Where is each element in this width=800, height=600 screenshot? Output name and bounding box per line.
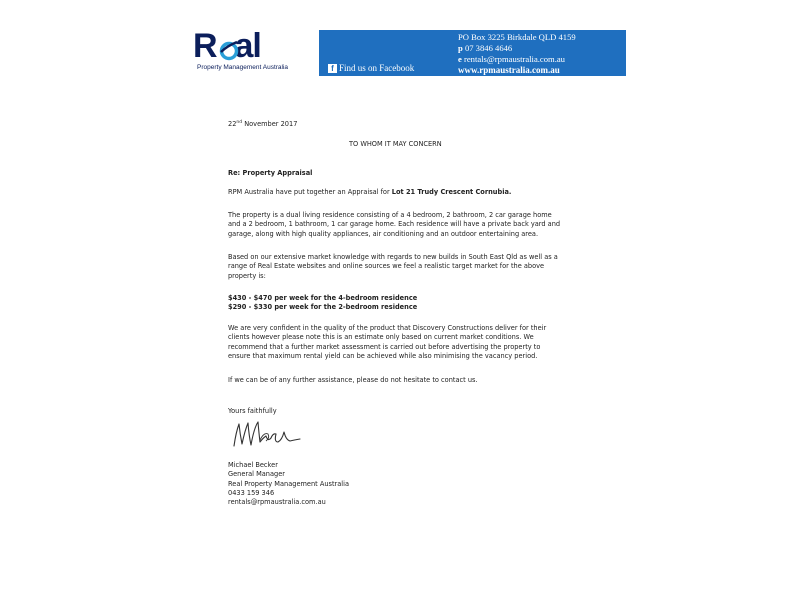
contact-details	[458, 32, 576, 76]
logo-tagline: Property Management Australia	[197, 64, 289, 71]
property-description: The property is a dual living residence consisting of a 4 bedroom, 2 bathroom, 2 car garage home and a 2 bedroom, 1 bathroom, 1 car garage home. Each residence will have a private back yard and garage, along with high quality appliances, air conditioning and an outdoor entertaining area.	[228, 211, 561, 238]
signatory-email: rentals@rpmaustralia.com.au	[228, 498, 326, 507]
contact-offer: If we can be of any further assistance, please do not hesitate to contact us.	[228, 376, 478, 384]
property-address: Lot 21 Trudy Crescent Cornubia.	[391, 188, 512, 196]
appraisal-intro: RPM Australia have put together an Appraisal for Lot 21 Trudy Crescent Cornubia.	[228, 188, 512, 196]
signatory-phone: 0433 159 346	[228, 488, 275, 497]
logo-swoosh-icon	[217, 38, 241, 62]
contact-email[interactable]: e rentals@rpmaustralia.com.au	[458, 54, 565, 64]
salutation: TO WHOM IT MAY CONCERN	[349, 140, 442, 148]
letter-date: 22nd November 2017	[228, 119, 298, 128]
disclaimer-paragraph: We are very confident in the quality of the product that Discovery Constructions deliver for their clients however please note this is an estimate only based on current market conditions. We recommend that a further market assessment is carried out before advertising the property to ensure that maximum rental yield can be achieved while also minimising the vacancy period.	[228, 324, 547, 360]
signatory-name: Michael Becker	[228, 461, 278, 469]
rent-2-bedroom: $290 - $330 per week for the 2-bedroom residence	[228, 303, 418, 312]
subject-line: Re: Property Appraisal	[228, 169, 313, 177]
rent-estimates	[228, 294, 417, 313]
facebook-link[interactable]	[328, 63, 414, 74]
contact-phone: p 07 3846 4646	[458, 43, 513, 53]
rent-4-bedroom: $430 - $470 per week for the 4-bedroom residence	[228, 294, 418, 302]
website-link[interactable]: www.rpmaustralia.com.au	[458, 65, 560, 75]
facebook-label: Find us on Facebook	[339, 63, 415, 73]
signature-icon	[230, 418, 310, 452]
signatory-title: General Manager	[228, 470, 285, 479]
logo-wordmark: R al	[193, 27, 261, 65]
market-knowledge: Based on our extensive market knowledge with regards to new builds in South East Qld as well as a range of Real Estate websites and online sources we feel a realistic target market for the above property is:	[228, 253, 558, 280]
closing: Yours faithfully	[228, 407, 277, 415]
company-logo	[193, 27, 289, 74]
signatory-company: Real Property Management Australia	[228, 479, 350, 488]
facebook-icon: f	[328, 64, 337, 73]
contact-band	[319, 30, 626, 76]
po-box: PO Box 3225 Birkdale QLD 4159	[458, 32, 576, 42]
signature-block	[228, 461, 349, 507]
